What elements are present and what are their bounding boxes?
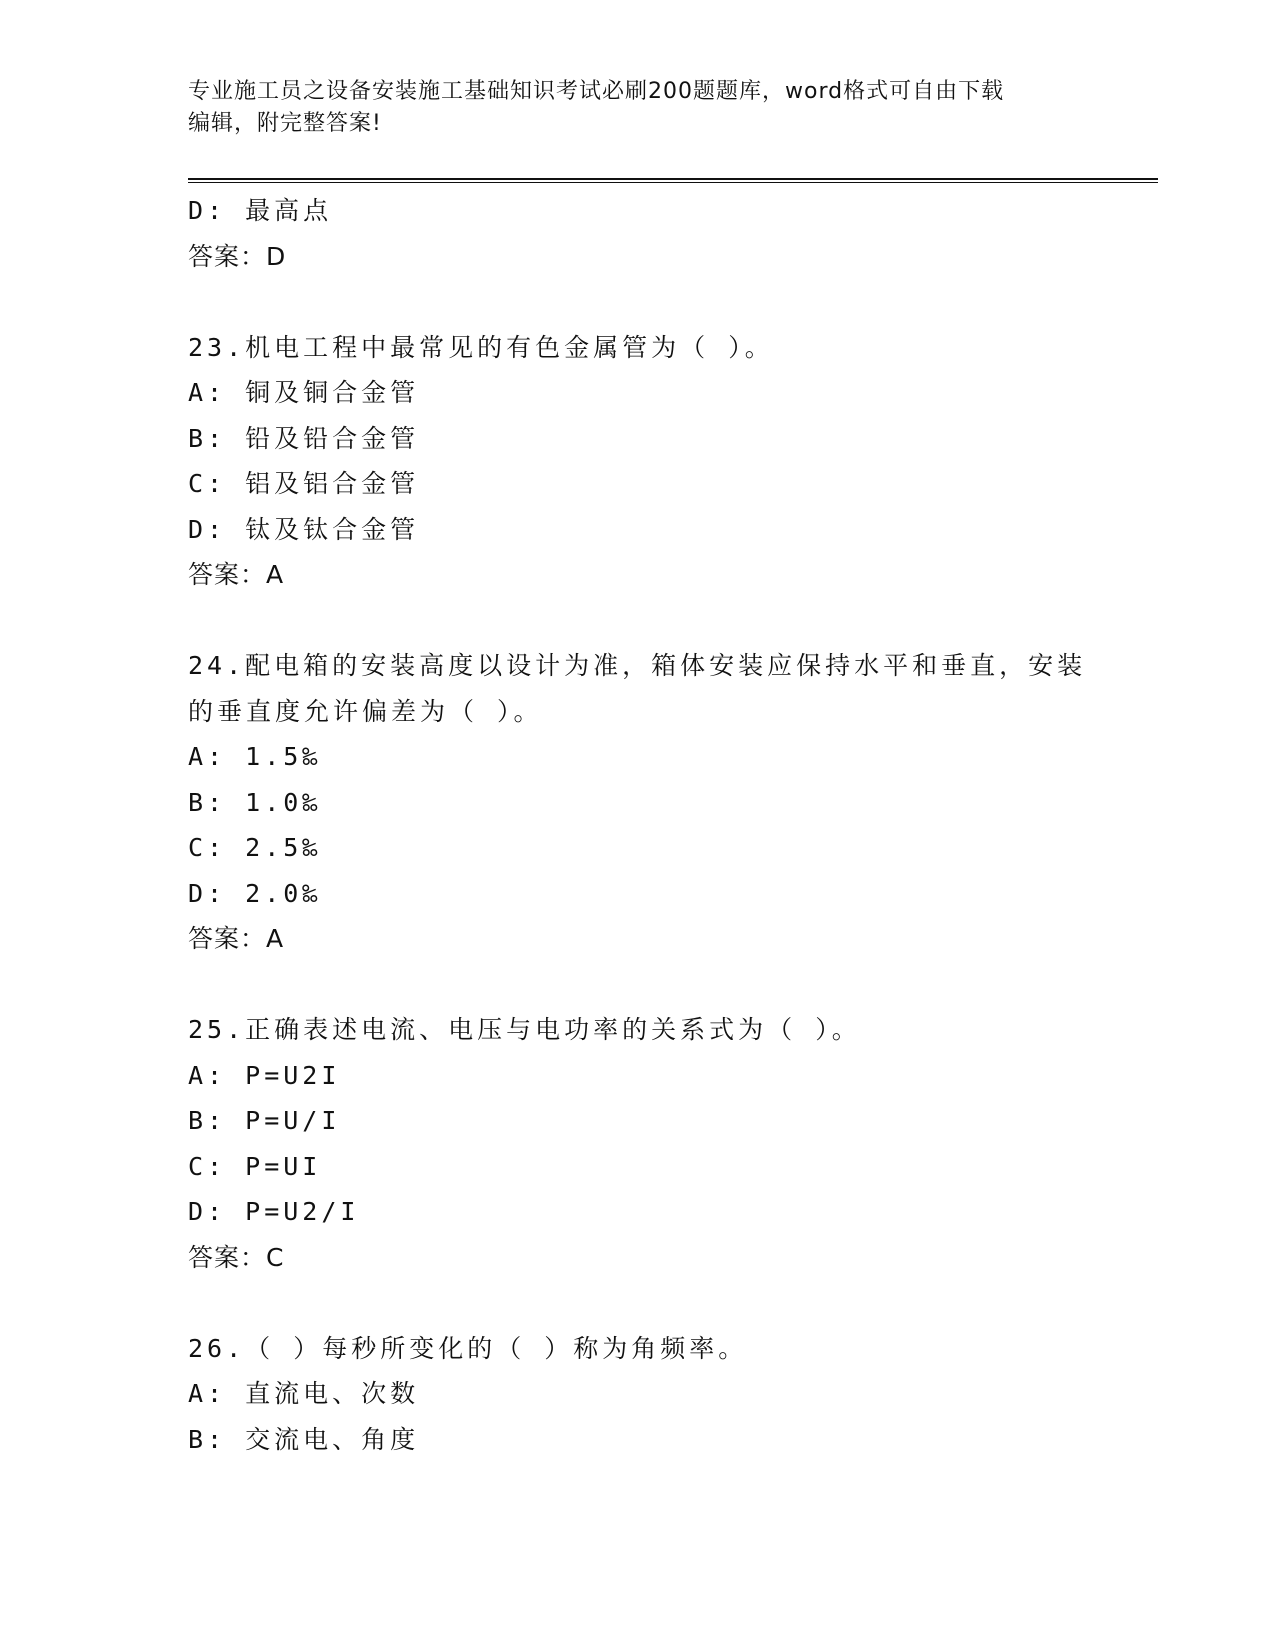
header-line-2: 编辑，附完整答案! [188, 111, 382, 136]
question-23-answer: 答案：A [188, 560, 285, 589]
question-26-option-b: B: 交流电、角度 [188, 1424, 420, 1454]
spacer [188, 1280, 1088, 1326]
question-24-option-b: B: 1.0‰ [188, 787, 322, 817]
question-24-option-c: C: 2.5‰ [188, 833, 322, 862]
question-25-answer: 答案：C [188, 1242, 285, 1272]
question-23-option-b: B: 铅及铅合金管 [188, 423, 420, 453]
question-25-option-d: D: P=U2/I [188, 1197, 360, 1226]
question-24-stem-line-2: 的垂直度允许偏差为（ ）。 [188, 696, 543, 726]
question-24-option-d: D: 2.0‰ [188, 878, 322, 908]
question-23-option-a: A: 铜及铜合金管 [188, 378, 420, 407]
page-header [188, 76, 1088, 140]
header-line-1: 专业施工员之设备安装施工基础知识考试必刷200题题库，word格式可自由下载 [188, 79, 1005, 104]
question-25-stem: 25.正确表述电流、电压与电功率的关系式为（ ）。 [188, 1015, 861, 1044]
question-23-option-c: C: 铝及铝合金管 [188, 469, 420, 498]
question-23-option-d: D: 钛及钛合金管 [188, 514, 420, 544]
question-26-option-a: A: 直流电、次数 [188, 1379, 420, 1408]
spacer [188, 598, 1088, 644]
question-25-option-a: A: P=U2I [188, 1060, 341, 1090]
prev-option-d: D: 最高点 [188, 196, 333, 225]
prev-answer: 答案：D [188, 241, 287, 271]
question-list [188, 188, 1088, 1462]
question-24-stem-line-1: 24.配电箱的安装高度以设计为准，箱体安装应保持水平和垂直，安装 [188, 651, 1087, 680]
question-25-option-b: B: P=U/I [188, 1106, 341, 1135]
question-24-answer: 答案：A [188, 924, 285, 953]
question-24-option-a: A: 1.5‰ [188, 742, 322, 771]
spacer [188, 279, 1088, 325]
question-25-option-c: C: P=UI [188, 1151, 322, 1181]
spacer [188, 962, 1088, 1008]
header-divider [188, 178, 1158, 183]
question-26-stem: 26.（ ）每秒所变化的（ ）称为角频率。 [188, 1333, 748, 1363]
question-23-stem: 23.机电工程中最常见的有色金属管为（ ）。 [188, 332, 774, 362]
